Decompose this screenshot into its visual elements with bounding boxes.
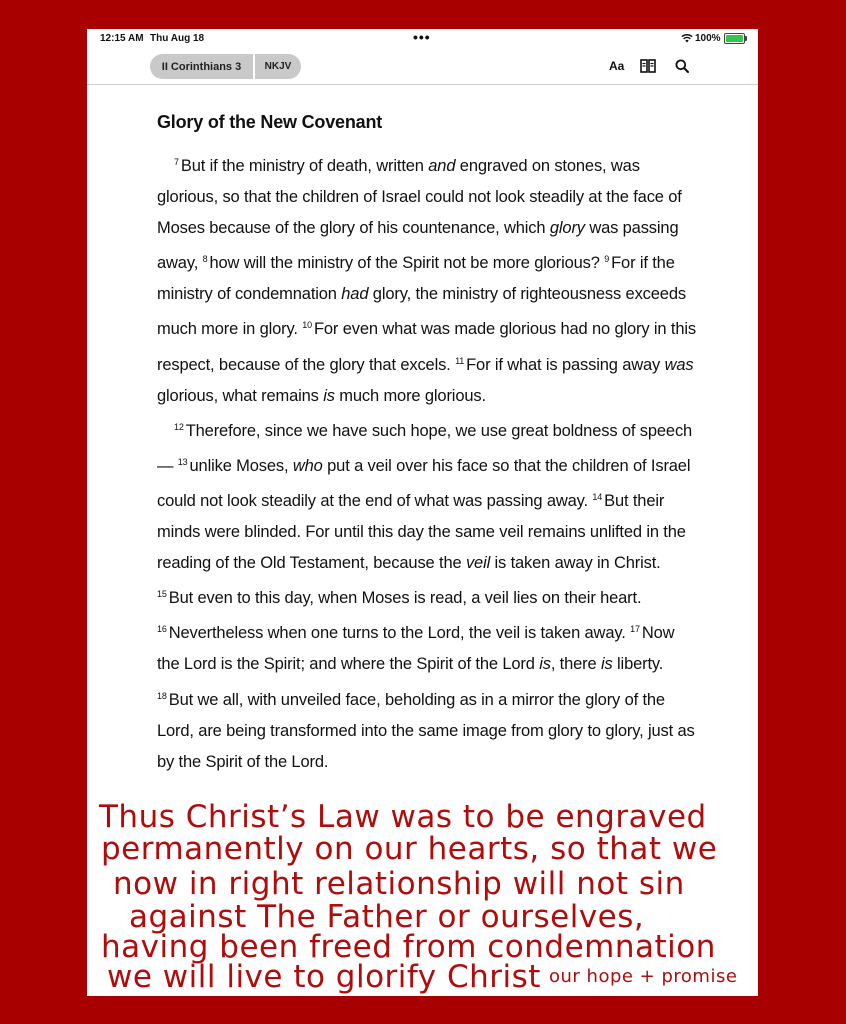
status-bar	[87, 29, 758, 49]
verse-text-italic: veil	[465, 554, 491, 573]
status-date: Thu Aug 18	[150, 33, 205, 44]
annotation-line: Thus Christ’s Law was to be engraved	[99, 799, 707, 835]
annotation-line: we will live to glorify Christ	[107, 959, 541, 995]
verse-text: engraved on stones, was glorious, so that the children of Israel could not look steadily at the face of Moses because of the glory of his countenance, which	[157, 157, 682, 238]
reader-toolbar	[87, 51, 758, 85]
multitasking-dots[interactable]: •••	[413, 29, 431, 45]
search-icon[interactable]	[675, 59, 689, 73]
scripture-content	[157, 85, 697, 778]
verse-number[interactable]: 12	[174, 421, 184, 432]
wifi-icon	[681, 33, 693, 43]
verse-number[interactable]: 10	[302, 320, 312, 331]
verse-number[interactable]: 18	[157, 690, 167, 701]
annotation-line: having been freed from condemnation	[101, 929, 716, 965]
ipad-screen	[87, 29, 758, 996]
battery-charging-icon	[724, 33, 745, 44]
version-button[interactable]: NKJV	[264, 61, 292, 72]
verse-text: was passing away,	[157, 219, 679, 273]
book-chapter-button[interactable]: II Corinthians 3	[150, 54, 255, 79]
verse-text: glory, the ministry of righteousness exceeds much more in glory.	[157, 285, 686, 339]
verse-text: is taken away in Christ.	[490, 554, 661, 573]
verse-text: Therefore, since we have such hope, we use great boldness of speech—	[157, 421, 693, 475]
verse-text: glorious, what remains	[157, 386, 324, 405]
verse-number[interactable]: 16	[157, 624, 167, 635]
verse-text: much more glorious.	[334, 386, 486, 405]
verse-text-italic: had	[341, 285, 369, 304]
paragraph-1	[157, 147, 697, 412]
verse-text: For even what was made glorious had no glory in this respect, because of the glory that excels.	[157, 320, 696, 374]
section-heading: Glory of the New Covenant	[157, 112, 383, 132]
verse-text-italic: was	[664, 355, 694, 374]
verse-text: unlike Moses,	[189, 456, 293, 475]
book-open-icon[interactable]	[640, 59, 656, 73]
annotation-note: our hope + promise	[549, 966, 738, 987]
verse-text-italic: is	[600, 655, 613, 674]
verse-text: But we all, with unveiled face, beholding as in a mirror the glory of the Lord, are being transformed into the same image from glory to glory, just as by the Spirit of the Lord.	[157, 690, 695, 771]
paragraph-2	[157, 412, 697, 778]
verse-text-italic: and	[428, 157, 456, 175]
verse-text: But if the ministry of death, written	[180, 157, 429, 175]
verse-text: , there	[550, 655, 601, 674]
verse-text-italic: who	[292, 456, 323, 475]
verse-text: For if the ministry of condemnation	[157, 254, 675, 304]
verse-text: how will the ministry of the Spirit not be more glorious?	[209, 254, 605, 273]
verse-number[interactable]: 8	[202, 254, 208, 265]
verse-number[interactable]: 11	[455, 355, 465, 366]
verse-number[interactable]: 15	[157, 589, 167, 600]
annotation-line: permanently on our hearts, so that we	[101, 831, 718, 867]
annotation-line: now in right relationship will not sin	[113, 866, 685, 902]
annotation-line: against The Father or ourselves,	[129, 899, 645, 935]
verse-number[interactable]: 14	[592, 491, 603, 502]
verse-text-italic: is	[323, 386, 335, 405]
status-time: 12:15 AM	[100, 33, 144, 44]
verse-text-italic: is	[539, 655, 551, 674]
verse-text: But even to this day, when Moses is read, a veil lies on their heart.	[168, 589, 642, 608]
verse-number[interactable]: 9	[604, 254, 610, 265]
verse-text: For if what is passing away	[466, 355, 665, 374]
verse-text: Now the Lord is the Spirit; and where the Spirit of the Lord	[157, 624, 675, 674]
battery-percent: 100%	[695, 33, 721, 44]
verse-text: put a veil over his face so that the children of Israel could not look steadily at the end of what was passing away.	[157, 456, 691, 510]
verse-text: But their minds were blinded. For until this day the same veil remains unlifted in the reading of the Old Testament, because the	[157, 491, 686, 573]
verse-text: Nevertheless when one turns to the Lord, the veil is taken away.	[168, 624, 631, 643]
reference-pill	[150, 54, 301, 79]
verse-number[interactable]: 13	[177, 456, 188, 467]
verse-text-italic: glory	[549, 219, 585, 238]
verse-number[interactable]: 17	[630, 624, 640, 635]
verse-number[interactable]: 7	[174, 157, 179, 167]
handwritten-annotation	[87, 799, 758, 996]
font-settings-button[interactable]: Aa	[609, 59, 625, 73]
verse-text: liberty.	[612, 655, 664, 674]
